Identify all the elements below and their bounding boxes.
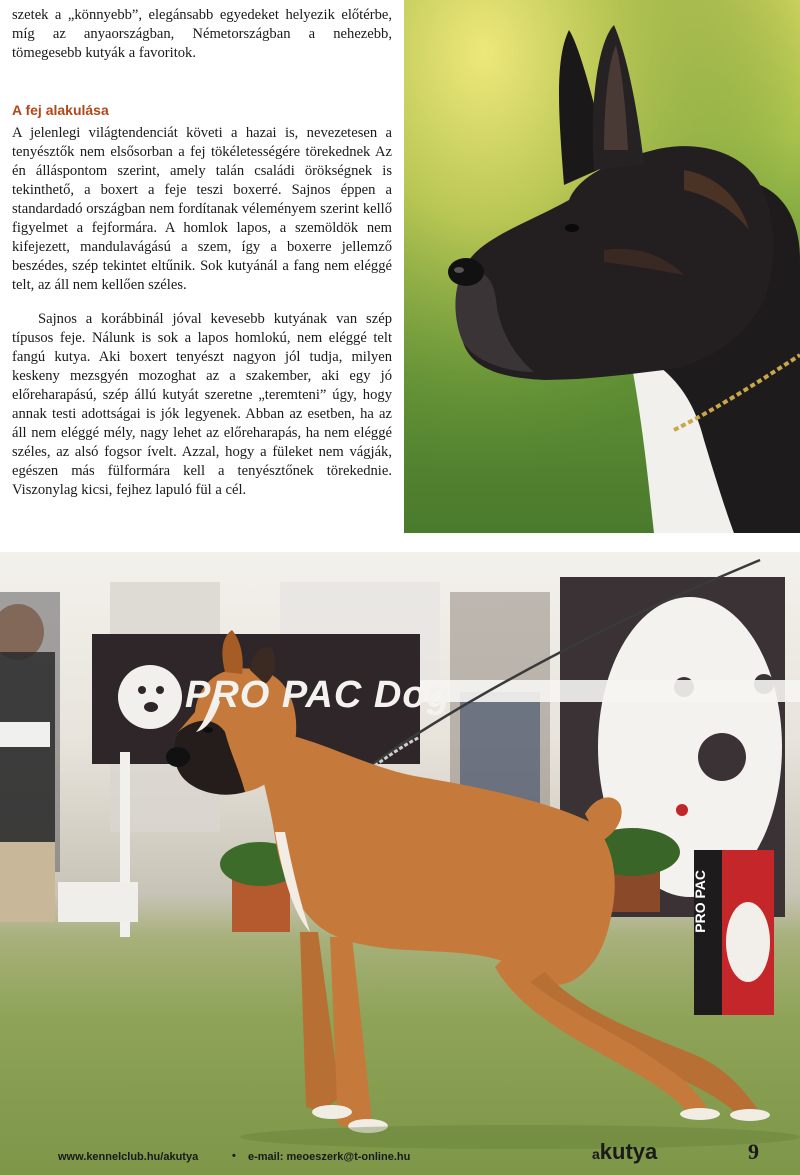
page-footer [0, 1135, 800, 1175]
banner-text: PRO PAC Dog [185, 674, 451, 716]
boxer-show-photo [0, 552, 800, 1175]
website-link[interactable]: www.kennelclub.hu/akutya [58, 1151, 199, 1163]
boxer-head-photo [404, 0, 800, 533]
body-paragraph-2: Sajnos a korábbinál jóval kevesebb kutyának van szép típusos feje. Nálunk is sok a lapos homlokú, nem eléggé telt fangú kutya. Aki boxert tenyészt nagyon jól tudja, milyen keskeny mezsgyén mozoghat az a szakember, aki egy jó előreharapású, szép állú kutyát szeretne „teremteni” úgy, hogy annak testi adottságai is jók legyenek. Abban az esetben, ha az áll nem eléggé mély, nagy lehet az előreharapás, ha nem eléggé széles, az alsó fogsor ívelt. Azzal, hogy a füleket nem vágják, egészen más fülformára kell a tenyésztőnek törekednie. Viszonylag kicsi, fejhez lapuló fül a cél. [12, 311, 392, 498]
footer-separator: • [232, 1150, 236, 1162]
food-bag-text: PRO PAC [692, 870, 708, 933]
article-text-column [12, 6, 392, 515]
boxer-head-illustration [404, 0, 800, 533]
page-number: 9 [748, 1139, 759, 1164]
email-link[interactable]: e-mail: meoeszerk@t-online.hu [248, 1151, 411, 1163]
boxer-standing-illustration [0, 552, 800, 1175]
intro-paragraph: szetek a „könnyebb”, elegánsabb egyedeket helyezik előtérbe, míg az anyaországban, Németországban a nehezebb, tömegesebb kutyák a favoritok. [12, 7, 392, 61]
magazine-name: kutya [599, 1139, 658, 1164]
body-paragraph-1: A jelenlegi világtendenciát követi a hazai is, nevezetesen a tenyésztők nem elsősorban a fej tökéletességére törekednek Az én álláspontom szerint, amely talán családi örökségnek is tekinthető, a boxert a feje teszi boxerré. Sajnos éppen a standardadó országban nem fordítanak véleményem szerint kellő figyelmet a fejformára. A homlok lapos, a szemöldök nem kifejezett, mandulavágású a szem, így a boxerre jellemző beszédes, szép tekintet eltűnik. Sok kutyánál a fang nem eléggé telt, az áll nem kellően széles. [12, 125, 392, 293]
magazine-prefix: a [592, 1146, 600, 1162]
magazine-logo [592, 1139, 657, 1165]
section-heading: A fej alakulása [12, 102, 109, 118]
